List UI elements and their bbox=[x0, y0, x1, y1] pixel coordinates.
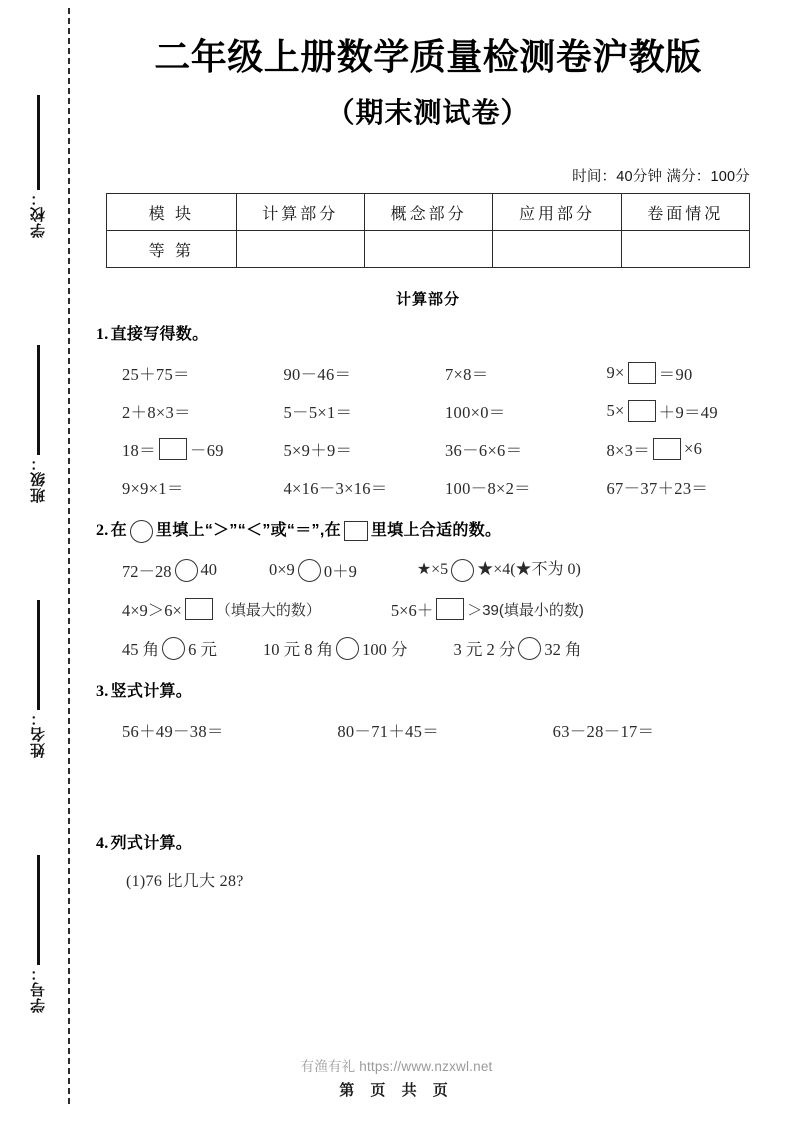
rail-block-school bbox=[16, 95, 60, 238]
expr-100-times-0: 100×0＝ bbox=[445, 403, 506, 423]
question-2-row-3 bbox=[96, 636, 768, 660]
question-1-row-1 bbox=[96, 361, 768, 385]
answer-blank-box[interactable] bbox=[159, 438, 187, 460]
expr-part: ＋9＝49 bbox=[658, 403, 718, 423]
question-1-row-3 bbox=[96, 437, 768, 461]
comparison-circle[interactable] bbox=[298, 559, 321, 582]
expr-25-plus-75: 25＋75＝ bbox=[122, 365, 190, 385]
table-cell-grade-application[interactable] bbox=[493, 231, 621, 268]
comparison-circle[interactable] bbox=[162, 637, 185, 660]
expr-part: 3 元 2 分 bbox=[453, 640, 516, 660]
page-footer bbox=[0, 1055, 793, 1100]
rail-rule bbox=[37, 345, 40, 455]
expr-18-equals-blank-minus-69 bbox=[122, 437, 284, 461]
exam-page bbox=[88, 0, 768, 1122]
page-subtitle: （期末测试卷） bbox=[326, 97, 530, 129]
question-1-title: 直接写得数。 bbox=[110, 326, 209, 344]
expr-part: 5× bbox=[606, 401, 625, 421]
expr-part: ×6 bbox=[684, 439, 703, 459]
expr-part: －69 bbox=[189, 441, 224, 461]
watermark-text: 有渔有礼 https://www.nzxwl.net bbox=[300, 1059, 493, 1074]
question-3 bbox=[88, 680, 768, 828]
expr-8-times-3-equals-blank-times-6 bbox=[607, 437, 769, 461]
table-cell-concept: 概念部分 bbox=[364, 194, 492, 231]
answer-blank-box-icon bbox=[344, 521, 368, 541]
expr-9-times-9-times-1: 9×9×1＝ bbox=[122, 479, 184, 499]
expr-hint-largest: （填最大的数） bbox=[215, 601, 321, 619]
question-4-sub-1: (1)76 比几大 28? bbox=[126, 873, 244, 891]
rail-block-name bbox=[16, 600, 60, 758]
expr-part: 32 角 bbox=[544, 640, 582, 660]
rail-rule bbox=[37, 600, 40, 710]
table-cell-grade-presentation[interactable] bbox=[621, 231, 749, 268]
page-title: 二年级上册数学质量检测卷沪教版 bbox=[154, 36, 702, 77]
expr-4-times-9-gt-6-times-blank bbox=[122, 597, 321, 621]
expr-7-times-8: 7×8＝ bbox=[445, 365, 489, 385]
table-row-grade bbox=[107, 231, 750, 268]
expr-72-minus-28-circle-40 bbox=[122, 558, 217, 582]
expr-4-times-16-minus-3-times-16: 4×16－3×16＝ bbox=[283, 479, 388, 499]
expr-part: ★×5 bbox=[416, 561, 449, 579]
answer-blank-box[interactable] bbox=[436, 598, 464, 620]
expr-0-times-9-circle-0-plus-9 bbox=[269, 558, 357, 582]
expr-part: 0＋9 bbox=[323, 562, 357, 582]
expr-100-minus-8-times-2: 100－8×2＝ bbox=[445, 479, 531, 499]
question-2-title-part3: 里填上合适的数。 bbox=[370, 522, 502, 540]
question-3-number: 3. bbox=[96, 683, 109, 701]
side-label-class: 班级： bbox=[29, 455, 47, 503]
answer-blank-box[interactable] bbox=[628, 362, 656, 384]
page-number-text: 第 页 共 页 bbox=[339, 1082, 454, 1099]
expr-45-jiao-circle-6-yuan bbox=[122, 636, 217, 660]
question-1-number: 1. bbox=[96, 326, 109, 344]
score-table bbox=[106, 193, 750, 268]
question-4 bbox=[88, 832, 768, 971]
expr-part: 45 角 bbox=[122, 640, 160, 660]
expr-part: 100 分 bbox=[362, 640, 408, 660]
rail-rule bbox=[37, 95, 40, 190]
expr-part: ★×4(★不为 0) bbox=[477, 561, 581, 579]
table-cell-presentation: 卷面情况 bbox=[621, 194, 749, 231]
question-2-title-part2: 里填上“＞”“＜”或“＝”,在 bbox=[155, 522, 341, 540]
question-3-work-area[interactable] bbox=[96, 742, 768, 828]
question-1-heading bbox=[96, 323, 768, 347]
question-2-number: 2. bbox=[96, 522, 109, 540]
table-cell-module-label: 模 块 bbox=[107, 194, 237, 231]
rail-block-class bbox=[16, 345, 60, 503]
table-cell-grade-calculation[interactable] bbox=[236, 231, 364, 268]
table-cell-application: 应用部分 bbox=[493, 194, 621, 231]
side-label-name: 姓名： bbox=[29, 710, 47, 758]
expr-67-minus-37-plus-23: 67－37＋23＝ bbox=[606, 479, 709, 499]
answer-blank-box[interactable] bbox=[653, 438, 681, 460]
fold-dashed-line bbox=[68, 8, 70, 1104]
side-label-school: 学校： bbox=[29, 190, 47, 238]
expr-5-times-6-plus-blank-gt-39 bbox=[391, 597, 584, 621]
side-label-student-id: 学号： bbox=[29, 965, 47, 1013]
question-1-row-4 bbox=[96, 475, 768, 499]
expr-80-minus-71-plus-45: 80－71＋45＝ bbox=[337, 722, 440, 742]
question-2-heading bbox=[96, 519, 768, 543]
expr-part: 18＝ bbox=[122, 441, 156, 461]
table-cell-grade-label: 等 第 bbox=[107, 231, 237, 268]
table-cell-calculation: 计算部分 bbox=[236, 194, 364, 231]
question-3-heading bbox=[96, 680, 768, 704]
comparison-circle[interactable] bbox=[175, 559, 198, 582]
exam-meta-info: 时间：40分钟 满分：100分 bbox=[572, 169, 750, 186]
expr-56-plus-49-minus-38: 56＋49－38＝ bbox=[122, 722, 224, 742]
comparison-circle[interactable] bbox=[451, 559, 474, 582]
expr-90-minus-46: 90－46＝ bbox=[283, 365, 352, 385]
question-4-title: 列式计算。 bbox=[110, 835, 193, 853]
expr-part: 5×6＋ bbox=[390, 601, 434, 621]
expr-9-times-blank-equals-90 bbox=[607, 361, 769, 385]
expr-5-times-9-plus-9: 5×9＋9＝ bbox=[283, 441, 353, 461]
question-2 bbox=[88, 519, 768, 660]
question-2-row-2 bbox=[96, 597, 768, 621]
question-1-row-2 bbox=[96, 399, 768, 423]
expr-5-minus-5-times-1: 5－5×1＝ bbox=[283, 403, 353, 423]
question-3-row-1 bbox=[96, 718, 768, 742]
expr-part: 0×9 bbox=[269, 560, 295, 580]
comparison-circle-icon bbox=[130, 520, 153, 543]
student-info-rail bbox=[16, 95, 60, 1080]
expr-63-minus-28-minus-17: 63－28－17＝ bbox=[552, 722, 655, 742]
question-1 bbox=[88, 323, 768, 499]
comparison-circle[interactable] bbox=[336, 637, 359, 660]
expr-5-times-blank-plus-9-equals-49 bbox=[607, 399, 769, 423]
question-2-title-part1: 在 bbox=[110, 522, 127, 540]
expr-part: 72－28 bbox=[122, 562, 172, 582]
expr-3-yuan-2-fen-circle-32-jiao bbox=[454, 636, 582, 660]
rail-block-student-id bbox=[16, 855, 60, 1013]
comparison-circle[interactable] bbox=[518, 637, 541, 660]
table-cell-grade-concept[interactable] bbox=[364, 231, 492, 268]
expr-2-plus-8-times-3: 2＋8×3＝ bbox=[122, 403, 191, 423]
expr-part: ＝90 bbox=[658, 365, 693, 385]
expr-part: 4×9＞6× bbox=[122, 601, 182, 621]
answer-blank-box[interactable] bbox=[628, 400, 656, 422]
rail-rule bbox=[37, 855, 40, 965]
expr-part: 10 元 8 角 bbox=[263, 640, 334, 660]
expr-10-yuan-8-jiao-circle-100-fen bbox=[263, 636, 408, 660]
expr-hint-smallest: ＞39(填最小的数) bbox=[467, 601, 584, 619]
question-2-row-1 bbox=[96, 558, 768, 582]
expr-part: 9× bbox=[606, 363, 625, 383]
expr-star-times-5-circle-star-times-4 bbox=[417, 559, 581, 582]
question-3-title: 竖式计算。 bbox=[110, 683, 193, 701]
expr-36-minus-6-times-6: 36－6×6＝ bbox=[445, 441, 523, 461]
table-row-header bbox=[107, 194, 750, 231]
question-4-work-area[interactable] bbox=[96, 891, 768, 971]
expr-part: 6 元 bbox=[188, 640, 217, 660]
question-4-heading bbox=[96, 832, 768, 856]
answer-blank-box[interactable] bbox=[185, 598, 213, 620]
expr-part: 8×3＝ bbox=[606, 441, 651, 461]
expr-part: 40 bbox=[200, 560, 217, 580]
section-heading-calculation: 计算部分 bbox=[395, 291, 460, 309]
question-4-number: 4. bbox=[96, 835, 109, 853]
